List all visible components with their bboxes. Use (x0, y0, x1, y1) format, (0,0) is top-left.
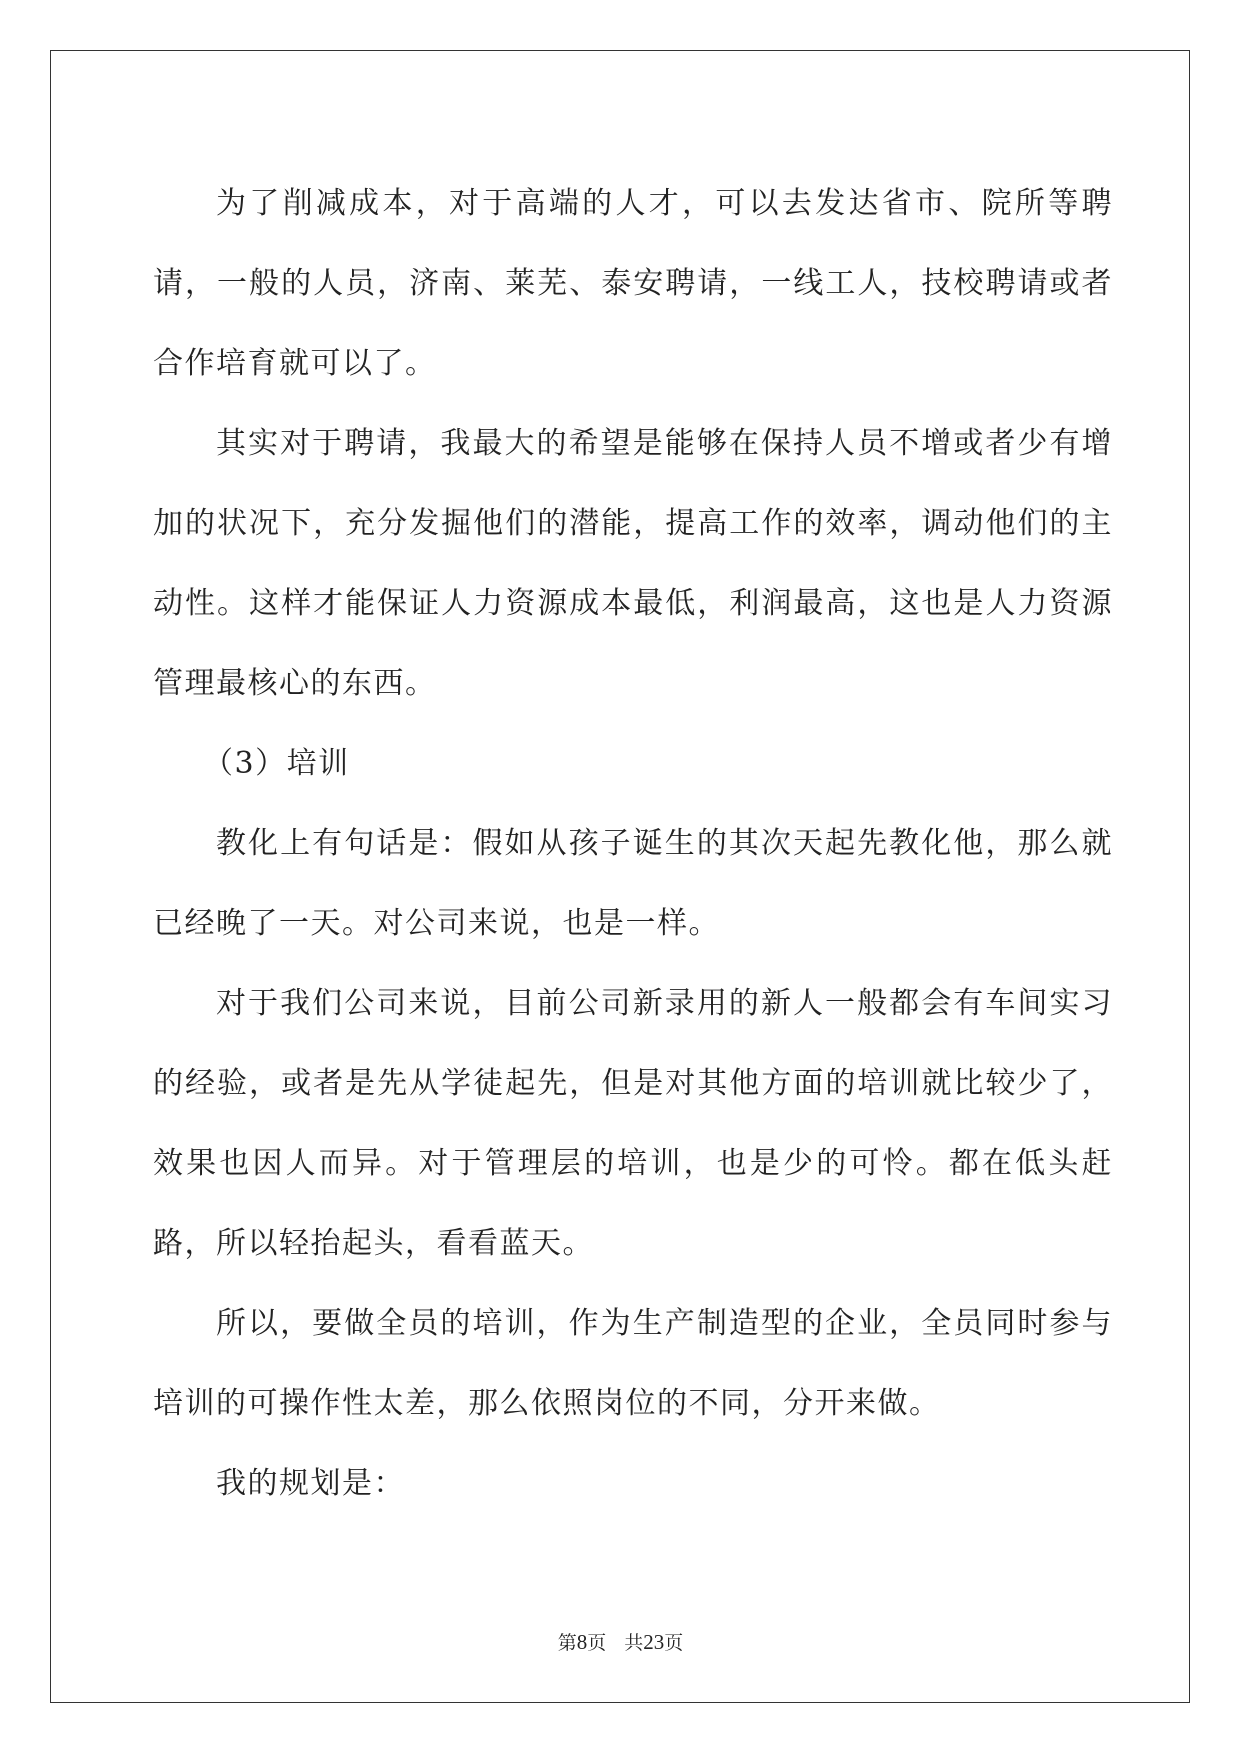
paragraph-my-plan: 我的规划是： (216, 1466, 405, 1501)
total-pages: 23 (643, 1630, 665, 1654)
page-suffix: 页 (587, 1632, 607, 1654)
document-body (153, 164, 1113, 1524)
paragraph-education-saying: 教化上有句话是：假如从孩子诞生的其次天起先教化他，那么就已经晚了一天。对公司来说，也是一样。 (153, 826, 1113, 941)
paragraph-all-staff-training: 所以，要做全员的培训，作为生产制造型的企业，全员同时参与培训的可操作性太差，那么依照岗位的不同，分开来做。 (153, 1306, 1113, 1421)
page-footer (0, 1628, 1241, 1655)
paragraph-recruit-cost: 为了削减成本，对于高端的人才，可以去发达省市、院所等聘请，一般的人员，济南、莱芜、泰安聘请，一线工人，技校聘请或者合作培育就可以了。 (153, 186, 1113, 381)
total-prefix: 共 (624, 1632, 644, 1654)
section-heading-training: （3）培训 (203, 746, 350, 781)
page-number: 8 (576, 1630, 588, 1654)
paragraph-company-training: 对于我们公司来说，目前公司新录用的新人一般都会有车间实习的经验，或者是先从学徒起先，但是对其他方面的培训就比较少了，效果也因人而异。对于管理层的培训，也是少的可怜。都在低头赶路，所以轻抬起头，看看蓝天。 (153, 986, 1113, 1261)
page-prefix: 第 (557, 1632, 577, 1654)
paragraph-recruit-hope: 其实对于聘请，我最大的希望是能够在保持人员不增或者少有增加的状况下，充分发掘他们的潜能，提高工作的效率，调动他们的主动性。这样才能保证人力资源成本最低，利润最高，这也是人力资源管理最核心的东西。 (153, 426, 1113, 701)
total-suffix: 页 (664, 1632, 684, 1654)
